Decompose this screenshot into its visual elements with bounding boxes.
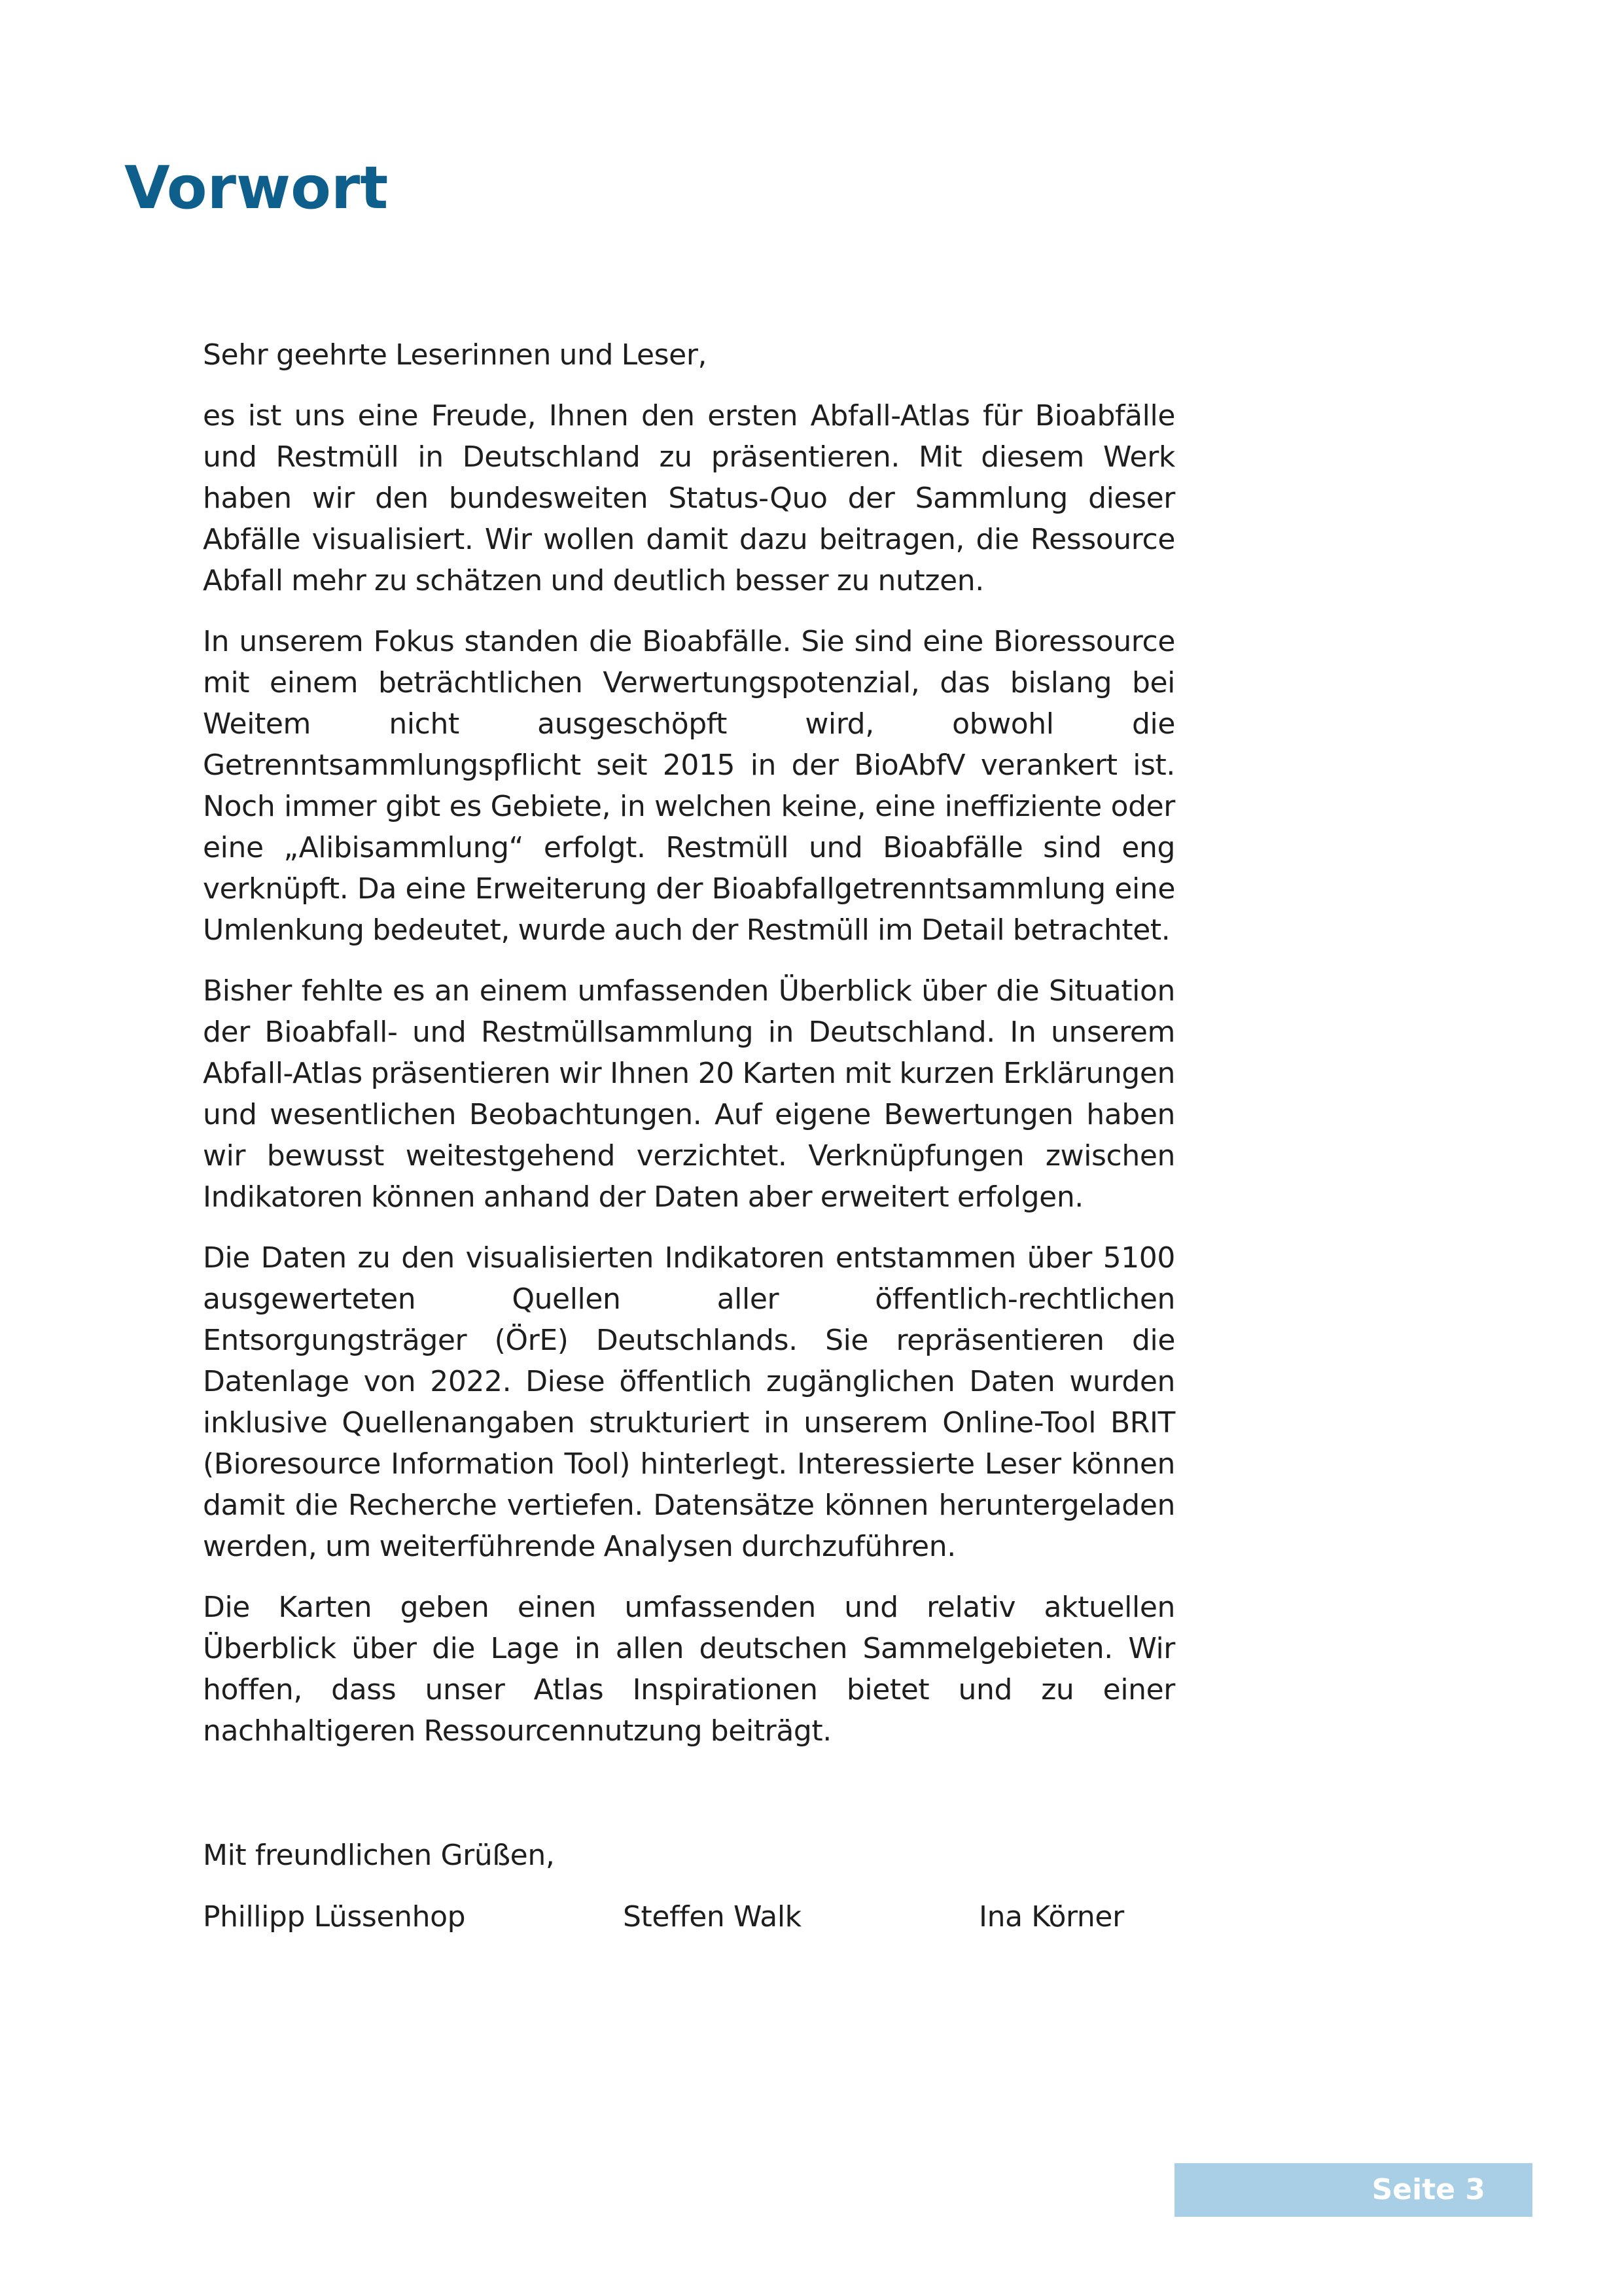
paragraph-focus: In unserem Fokus standen die Bioabfälle. Sie sind eine Bioressource mit einem beträchtlichen Verwertungspotenzial, das bislang bei Weitem nicht ausgeschöpft wird, obwohl die Getrenntsammlungspflicht seit 2015 in der BioAbfV verankert ist. Noch immer gibt es Gebiete, in welchen keine, eine ineffiziente oder eine „Alibisammlung“ erfolgt. Restmüll und Bioabfälle sind eng verknüpft. Da eine Erweiterung der Bioabfallgetrenntsammlung eine Umlenkung bedeutet, wurde auch der Restmüll im Detail betrachtet.: [203, 625, 1175, 947]
paragraph-overview: Bisher fehlte es an einem umfassenden Überblick über die Situation der Bioabfall- und Restmüllsammlung in Deutschland. In unserem Abfall-Atlas präsentieren wir Ihnen 20 Karten mit kurzen Erklärungen und wesentlichen Beobachtungen. Auf eigene Bewertungen haben wir bewusst weitestgehend verzichtet. Verknüpfungen zwischen Indikatoren können anhand der Daten aber erweitert erfolgen.: [203, 974, 1175, 1214]
page-number-badge: Seite 3: [1174, 2163, 1532, 2217]
salutation: Sehr geehrte Leserinnen und Leser,: [203, 338, 707, 372]
page-title: Vorwort: [124, 154, 389, 222]
paragraph-intro: es ist uns eine Freude, Ihnen den ersten Abfall-Atlas für Bioabfälle und Restmüll in Deutschland zu präsentieren. Mit diesem Werk haben wir den bundesweiten Status-Quo der Sammlung dieser Abfälle visualisiert. Wir wollen damit dazu beitragen, die Ressource Abfall mehr zu schätzen und deutlich besser zu nutzen.: [203, 399, 1175, 597]
paragraph-conclusion: Die Karten geben einen umfassenden und relativ aktuellen Überblick über die Lage in allen deutschen Sammelgebieten. Wir hoffen, dass unser Atlas Inspirationen bietet und zu einer nachhaltigeren Ressourcennutzung beiträgt.: [203, 1591, 1175, 1748]
letter-body: [203, 334, 1175, 1771]
signatory-name: Steffen Walk: [623, 1900, 802, 1934]
paragraph-data-sources: Die Daten zu den visualisierten Indikatoren entstammen über 5100 ausgewerteten Quellen aller öffentlich-rechtlichen Entsorgungsträger (ÖrE) Deutschlands. Sie repräsentieren die Datenlage von 2022. Diese öffentlich zugänglichen Daten wurden inklusive Quellenangaben strukturiert in unserem Online-Tool BRIT (Bioresource Information Tool) hinterlegt. Interessierte Leser können damit die Recherche vertiefen. Datensätze können heruntergeladen werden, um weiterführende Analysen durchzuführen.: [203, 1241, 1175, 1563]
closing-greeting: Mit freundlichen Grüßen,: [203, 1839, 555, 1872]
signatures: [203, 1896, 1184, 1942]
signatory-name: Ina Körner: [979, 1900, 1124, 1934]
signatory-name: Phillipp Lüssenhop: [203, 1900, 466, 1934]
